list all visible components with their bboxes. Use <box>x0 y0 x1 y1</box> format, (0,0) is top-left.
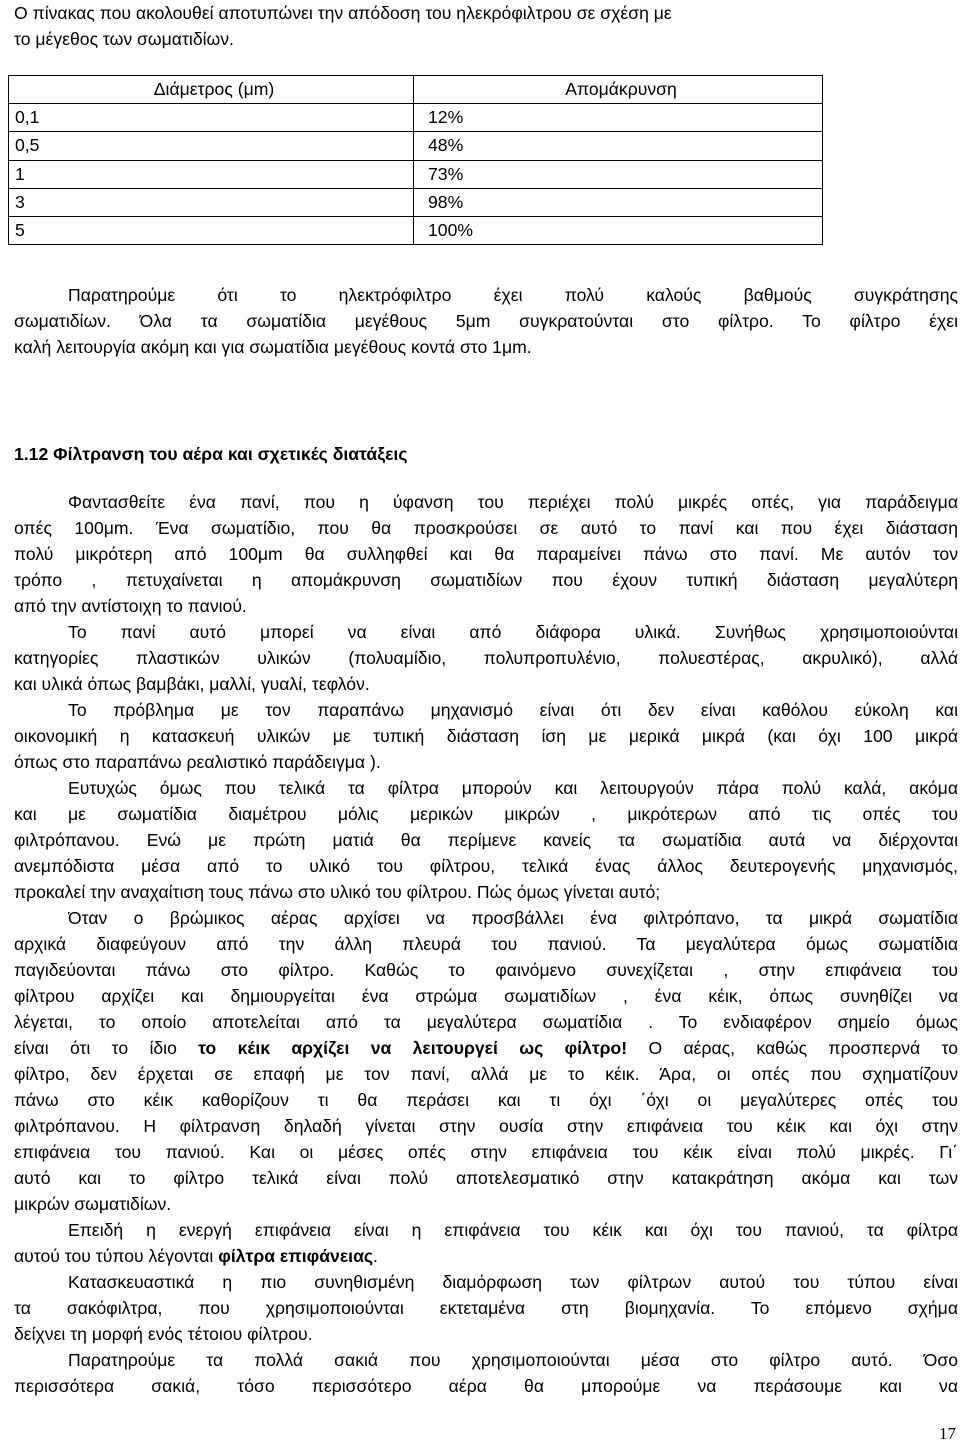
body-line: φίλτρο, δεν έρχεται σε επαφή με τον πανί, αλλά με το κέικ. Άρα, οι οπές που σχηματίζουν <box>14 1064 958 1084</box>
body-line: Φαντασθείτε ένα πανί, που η ύφανση του περιέχει πολύ μικρές οπές, για παράδειγμα <box>68 492 958 512</box>
body-line: τρόπο , πετυχαίνεται η απομάκρυνση σωματιδίων που έχουν τυπική διάσταση μεγαλύτερη <box>14 570 958 590</box>
body-text: αυτού του τύπου λέγονται <box>14 1246 219 1266</box>
removal-cell: 48% <box>414 132 823 160</box>
table-row <box>9 160 823 188</box>
bold-phrase: φίλτρα επιφάνειας <box>218 1246 374 1266</box>
section-heading: 1.12 Φίλτρανση του αέρα και σχετικές διατάξεις <box>14 444 408 464</box>
body-line: ανεμπόδιστα μέσα από το υλικό του φίλτρου, τελικά ένας άλλος δευτερογενής μηχανισμός, <box>14 856 958 876</box>
diameter-cell: 5 <box>9 216 414 244</box>
body-line: οικονομική η κατασκευή υλικών με τυπική διάσταση ίση με μερικά μικρά (και όχι 100 μικρά <box>14 726 958 746</box>
bold-phrase: το κέικ αρχίζει να λειτουργεί ως φίλτρο! <box>198 1038 628 1058</box>
body-text: Ο αέρας, καθώς προσπερνά το <box>627 1038 958 1058</box>
body-line: φίλτρου αρχίζει και δημιουργείται ένα στρώμα σωματιδίων , ένα κέικ, όπως συνηθίζει να <box>14 986 958 1006</box>
body-line: πολύ μικρότερη από 100μm θα συλληφθεί και θα παραμείνει πάνω στο πανί. Με αυτόν τον <box>14 544 958 564</box>
body-line: από την αντίστοιχη το πανιού. <box>14 596 247 616</box>
body-line: οπές 100μm. Ένα σωματίδιο, που θα προσκρούσει σε αυτό το πανί και που έχει διάσταση <box>14 518 958 538</box>
body-line: Όταν ο βρώμικος αέρας αρχίσει να προσβάλλει ένα φιλτρόπανο, τα μικρά σωματίδια <box>68 908 958 928</box>
body-line: Ευτυχώς όμως που τελικά τα φίλτρα μπορούν και λειτουργούν πάρα πολύ καλά, ακόμα <box>68 778 958 798</box>
body-line: παγιδεύονται πάνω στο φίλτρο. Καθώς το φαινόμενο συνεχίζεται , στην επιφάνεια του <box>14 960 958 980</box>
body-line: προκαλεί την αναχαίτιση τους πάνω στο υλικό του φίλτρου. Πώς όμως γίνεται αυτό; <box>14 882 661 902</box>
body-line: αυτό και το φίλτρο τελικά είναι πολύ αποτελεσματικό στην κατακράτηση ακόμα και των <box>14 1168 958 1188</box>
body-line: μικρών σωματιδίων. <box>14 1194 172 1214</box>
body-line: επιφάνεια του πανιού. Και οι μέσες οπές στην επιφάνεια του κέικ είναι πολύ μικρές. Γι΄ <box>14 1142 958 1162</box>
observation-line: σωματιδίων. Όλα τα σωματίδια μεγέθους 5μm συγκρατούνται στο φίλτρο. Το φίλτρο έχει <box>14 311 958 331</box>
observation-line: καλή λειτουργία ακόμη και για σωματίδια μεγέθους κοντά στο 1μm. <box>14 337 532 357</box>
column-header-removal: Απομάκρυνση <box>414 76 823 104</box>
body-line <box>14 1243 958 1269</box>
body-text: . <box>373 1246 378 1266</box>
diameter-cell: 3 <box>9 188 414 216</box>
table-row <box>9 188 823 216</box>
intro-line: το μέγεθος των σωματιδίων. <box>14 29 234 49</box>
body-text: είναι ότι το ίδιο <box>14 1038 199 1058</box>
removal-cell: 73% <box>414 160 823 188</box>
table-row <box>9 216 823 244</box>
body-line: λέγεται, το οποίο αποτελείται από τα μεγαλύτερα σωματίδια . Το ενδιαφέρον σημείο όμως <box>14 1012 958 1032</box>
body-line: Επειδή η ενεργή επιφάνεια είναι η επιφάνεια του κέικ και όχι του πανιού, τα φίλτρα <box>68 1220 958 1240</box>
table-header-row <box>9 76 823 104</box>
observation-line: Παρατηρούμε ότι το ηλεκτρόφιλτρο έχει πολύ καλούς βαθμούς συγκράτησης <box>68 285 958 305</box>
removal-cell: 98% <box>414 188 823 216</box>
particle-removal-table <box>8 75 823 245</box>
body-line: όπως στο παραπάνω ρεαλιστικό παράδειγμα ). <box>14 752 381 772</box>
intro-line: Ο πίνακας που ακολουθεί αποτυπώνει την απόδοση του ηλεκρόφιλτρου σε σχέση με <box>14 3 672 23</box>
page-number: 17 <box>939 1424 956 1443</box>
body-line: Το πανί αυτό μπορεί να είναι από διάφορα υλικά. Συνήθως χρησιμοποιούνται <box>68 622 958 642</box>
body-line: πάνω στο κέικ καθορίζουν τι θα περάσει και τι όχι ΄όχι οι μεγαλύτερες οπές του <box>14 1090 958 1110</box>
table-row <box>9 104 823 132</box>
body-line: Κατασκευαστικά η πιο συνηθισμένη διαμόρφωση των φίλτρων αυτού του τύπου είναι <box>68 1272 958 1292</box>
body-line: δείχνει τη μορφή ενός τέτοιου φίλτρου. <box>14 1324 313 1344</box>
diameter-cell: 0,1 <box>9 104 414 132</box>
body-line: περισσότερα σακιά, τόσο περισσότερο αέρα θα μπορούμε να περάσουμε και να <box>14 1376 958 1396</box>
column-header-diameter: Διάμετρος (μm) <box>9 76 414 104</box>
body-line <box>14 1035 958 1061</box>
removal-cell: 12% <box>414 104 823 132</box>
diameter-cell: 1 <box>9 160 414 188</box>
removal-cell: 100% <box>414 216 823 244</box>
diameter-cell: 0,5 <box>9 132 414 160</box>
body-line: φιλτρόπανου. Ενώ με πρώτη ματιά θα περίμενε κανείς τα σωματίδια αυτά να διέρχονται <box>14 830 958 850</box>
body-line: φιλτρόπανου. Η φίλτρανση δηλαδή γίνεται στην ουσία στην επιφάνεια του κέικ και όχι στην <box>14 1116 958 1136</box>
body-line: αρχικά διαφεύγουν από την άλλη πλευρά του πανιού. Τα μεγαλύτερα όμως σωματίδια <box>14 934 958 954</box>
table-row <box>9 132 823 160</box>
body-line: Παρατηρούμε τα πολλά σακιά που χρησιμοποιούνται μέσα στο φίλτρο αυτό. Όσο <box>68 1350 958 1370</box>
body-line: Το πρόβλημα με τον παραπάνω μηχανισμό είναι ότι δεν είναι καθόλου εύκολη και <box>68 700 958 720</box>
body-line: κατηγορίες πλαστικών υλικών (πολυαμίδιο, πολυπροπυλένιο, πολυεστέρας, ακρυλικό), αλλά <box>14 648 958 668</box>
body-line: τα σακόφιλτρα, που χρησιμοποιούνται εκτεταμένα στη βιομηχανία. Το επόμενο σχήμα <box>14 1298 958 1318</box>
body-line: και υλικά όπως βαμβάκι, μαλλί, γυαλί, τεφλόν. <box>14 674 370 694</box>
body-line: και με σωματίδια διαμέτρου μόλις μερικών μικρών , μικρότερων από τις οπές του <box>14 804 958 824</box>
